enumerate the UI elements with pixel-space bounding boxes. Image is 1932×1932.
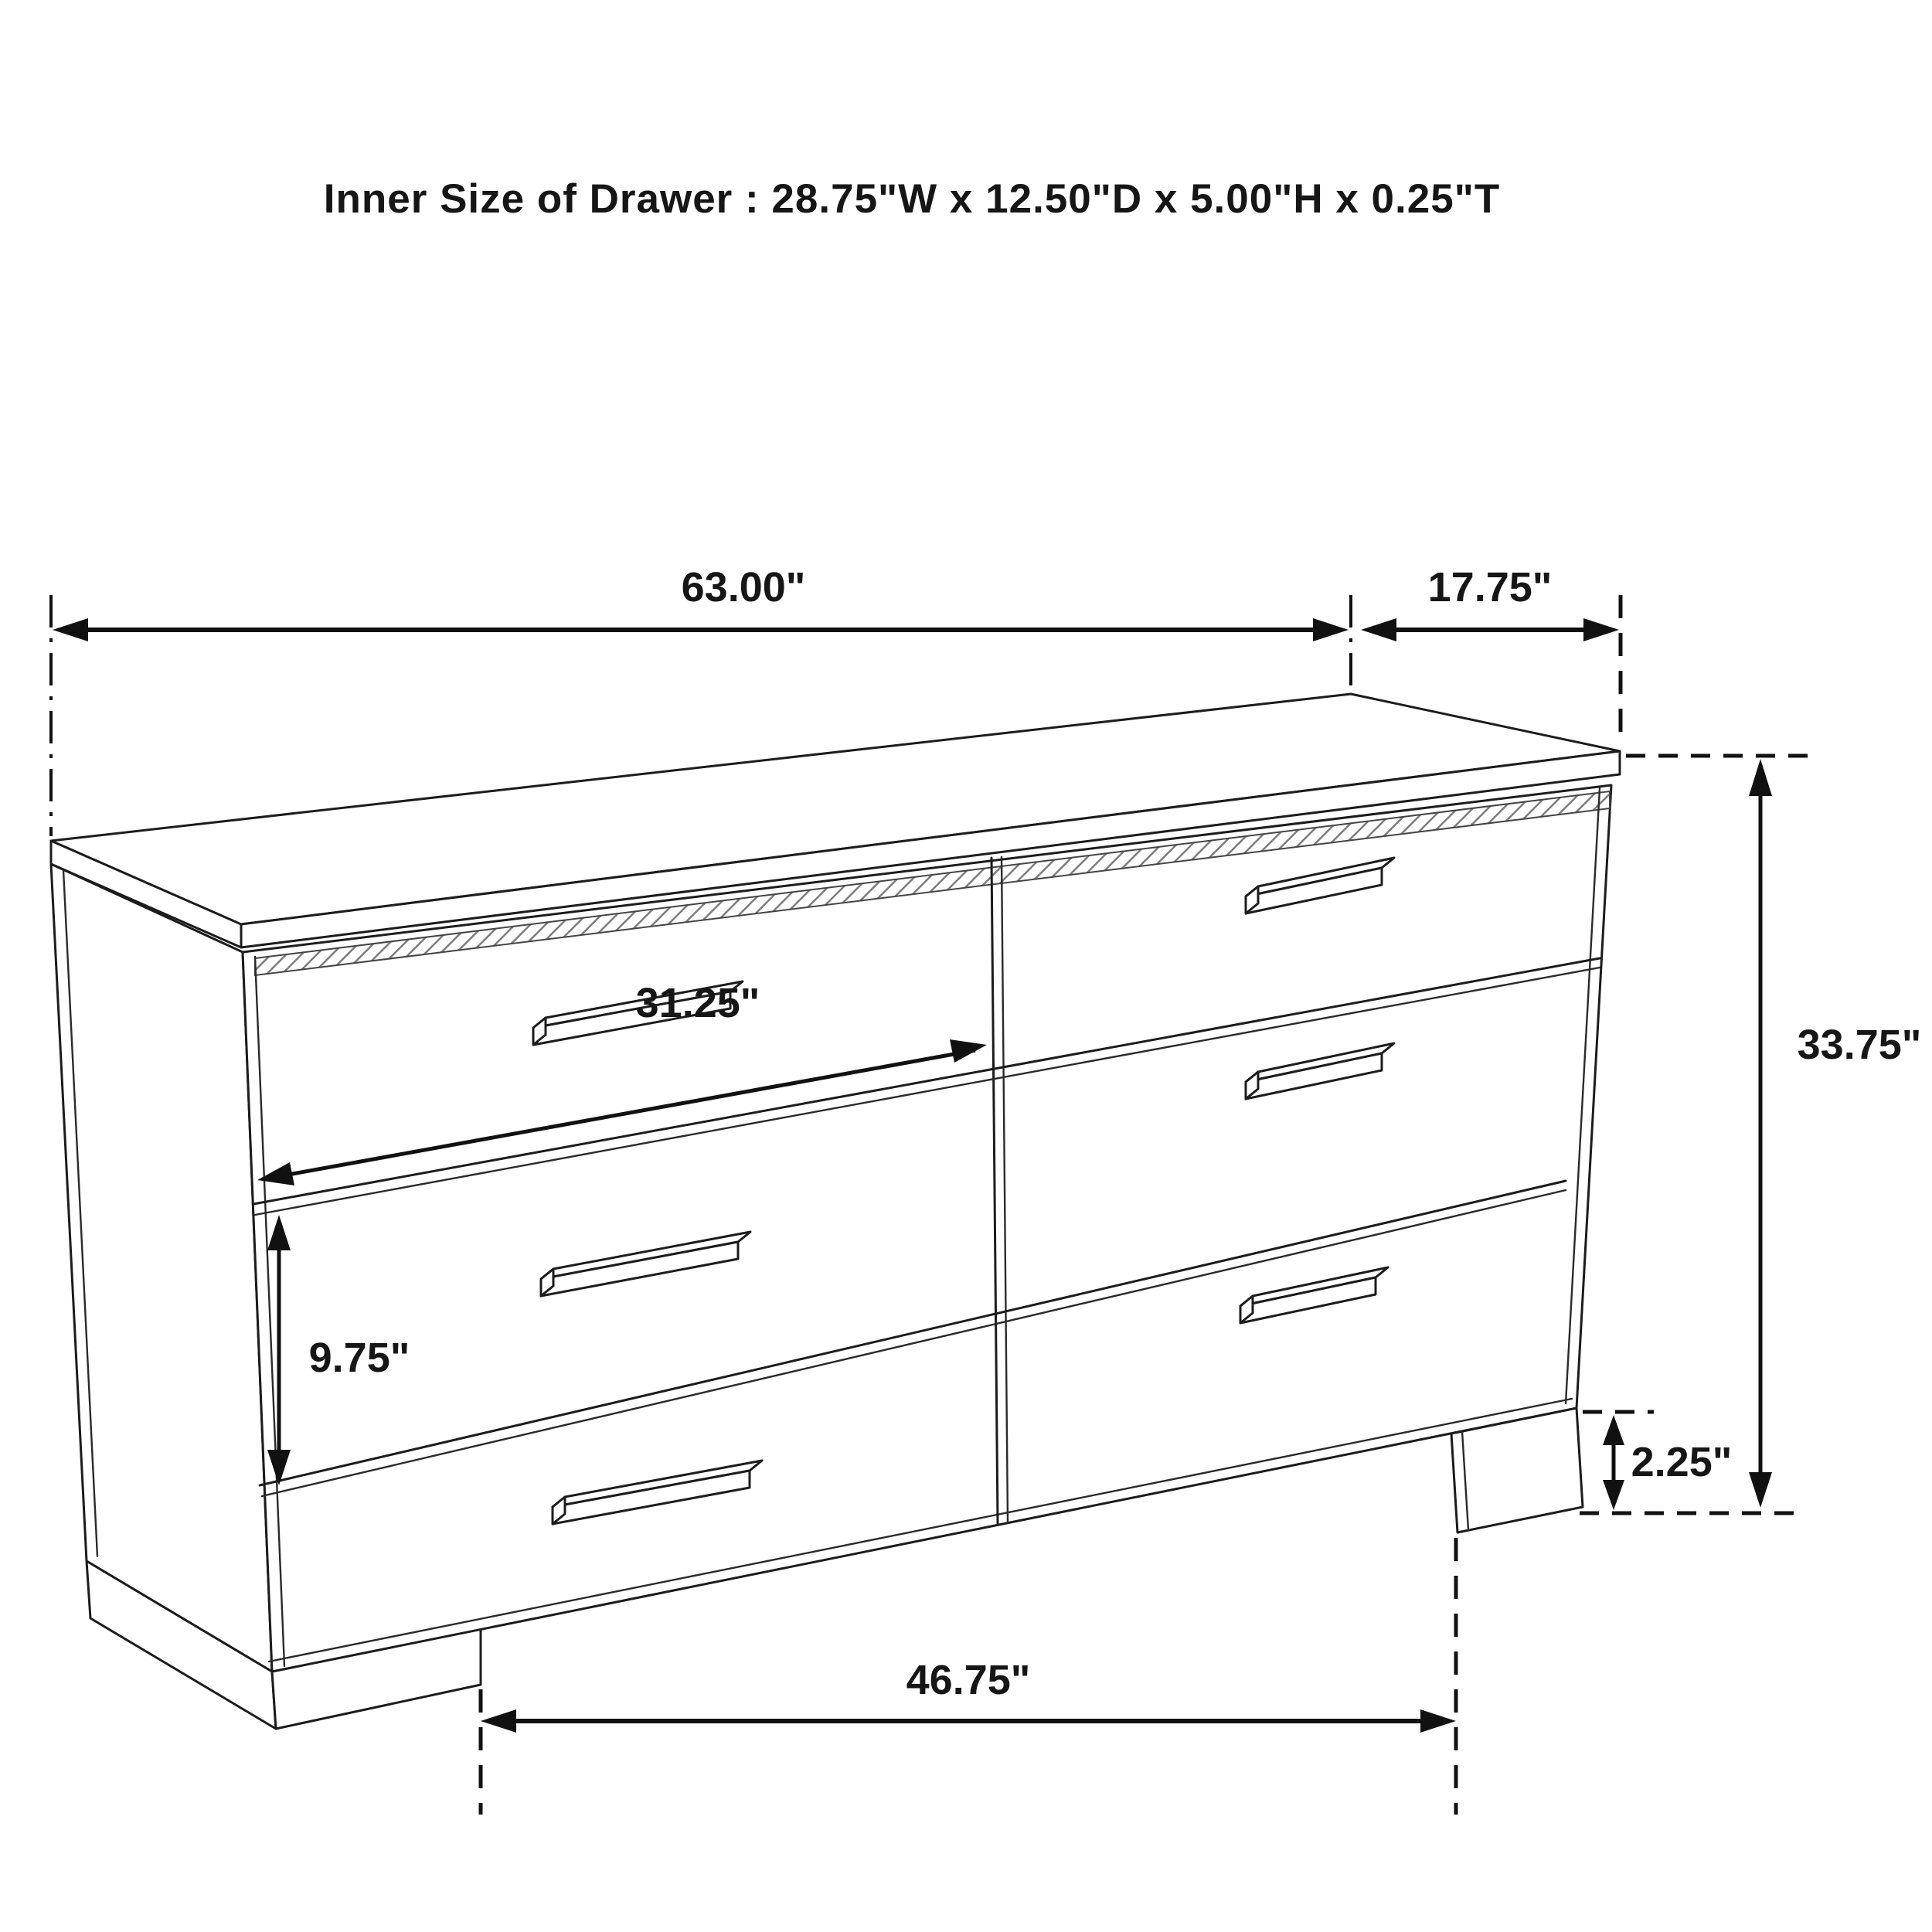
overall-height-label: 33.75"	[1797, 1022, 1922, 1068]
arrowhead-right-icon	[1420, 1709, 1456, 1733]
arrowhead-left-icon	[481, 1709, 516, 1733]
arrowhead-left-icon	[1361, 618, 1396, 641]
arrowhead-down-icon	[1749, 1472, 1772, 1508]
drawer-width-label: 31.25"	[635, 980, 760, 1026]
arrowhead-up-icon	[1603, 1415, 1624, 1445]
diagram-title: Inner Size of Drawer : 28.75"W x 12.50"D x 5.00"H x 0.25"T	[323, 176, 1501, 222]
dimension-overall-height	[1626, 756, 1921, 1508]
dimension-leg-height	[1580, 1412, 1807, 1513]
leg-height-label: 2.25"	[1631, 1439, 1733, 1485]
arrowhead-up-icon	[1749, 759, 1772, 796]
arrowhead-right-icon	[1313, 618, 1349, 641]
base-span-label: 46.75"	[906, 1657, 1031, 1703]
dresser-drawing	[51, 694, 1620, 1729]
arrowhead-down-icon	[1603, 1480, 1624, 1510]
overall-width-label: 63.00"	[681, 564, 806, 611]
drawer-height-label: 9.75"	[308, 1335, 410, 1381]
side-panel-left	[51, 864, 272, 1672]
arrowhead-left-icon	[53, 618, 88, 641]
arrowhead-right-icon	[1583, 618, 1619, 641]
depth-label: 17.75"	[1427, 564, 1553, 611]
